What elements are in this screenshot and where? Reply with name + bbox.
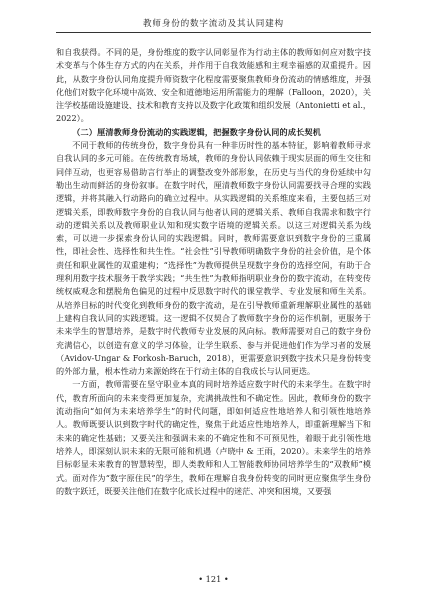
paragraph-1: 和自我获得。不同的是，身份维度的数字认同彰显作为行动主体的教师如何应对数字技术变革与个体生存方式的内在关系，并作用于自我效能感和主观幸福感的双重提升。因此，从数字身份认同角度提升师资数字化程度需要聚焦教师身份流动的情感维度，并强化他们对数字化环境中高效、安全和道德地运用所需能力的理解（Falloon，2020），关注学校基础设施建设、技术和教育支持以及数字化政策和组织发展（Antonietti et al.，2022）。 <box>56 47 371 124</box>
section-heading: （二）厘清教师身份流动的实践逻辑，把握数字身份认同的成长契机 <box>72 126 322 137</box>
paragraph-2: 不同于教师的传统身份，数字身份具有一种非历时性的基本特征，影响着教师寻求自我认同的多元可能。在传统教育场域，教师的身份认同依赖于现实层面的师生交往和同伴互动，也更容易借助言行举止的调整改变外部形象，在历史与当代的身份延续中勾勒出生动而鲜活的身份叙事。在数字时代，厘清教师数字身份认同需要找寻合理的实践逻辑，并将其融入行动路向的确立过程中。从实践逻辑的关系维度来看，主要包括三对逻辑关系，即教师数字身份的自我认同与他者认同的逻辑关系、教师自我需求和数字行动的逻辑关系以及教师职业认知和现实数字语境的逻辑关系。以这三对逻辑关系为线索，可以进一步探索身份认同的实践逻辑。同时，教师需要意识到数字身份的三重属性，即社会性、选择性和共生性。“社会性”引导教师明确数字身份的社会价值，是个体责任和职业属性的双重建构；“选择性”为教师提供呈现数字身份的选择空间，有助于合理利用数字技术服务于教学实践；“共生性”为教师指明职业身份的数字流动，在转变传统权威观念和摆脱角色偏见的过程中反思数字时代的课堂教学、专业发展和师生关系。从培养目标的时代变化到教师身份的数字流动，是在引导教师重新理解职业属性的基础上建构自我认同的实践逻辑。这一逻辑不仅契合了教师数字身份的运作机制，更服务于未来学生的智慧培养，是数字时代教师专业发展的风向标。教师需要对自己的数字身份充满信心，以创造有意义的学习体验，让学生联系、参与并促进他们作为学习者的发展（Avidov-Ungar & Forkosh-Baruch，2018），更需要意识到数字技术只是身份转变的外部力量，根本性动力来源始终在于行动主体的自我成长与认同更迭。 <box>56 140 371 377</box>
body-text <box>56 46 371 498</box>
running-header: 教师身份的数字流动及其认同建构 <box>143 19 284 29</box>
page-number: • 121 • <box>198 574 229 584</box>
header-rule <box>56 32 371 33</box>
paragraph-3: 一方面，教师需要在坚守职业本真的同时培养适应数字时代的未来学生。在数字时代，教育所面向的未来变得更加复杂，充满挑战性和不确定性。因此，教师身份的数字流动指向“如何为未来培养学生”的时代问题，即如何适应性地培养人和引领性地培养人。教师既要认识到数字时代的确定性，聚焦于此适应性地培养人，即重新理解当下和未来的确定性基础；又要关注和强调未来的不确定性和不可预见性，着眼于此引领性地培养人，即深刻认识未来的无限可能和机遇（卢晓中 & 王雨，2020）。未来学生的培养目标彰显未来教育的智慧转型，即人类教师和人工智能教师协同培养学生的“双教师”模式。面对作为“数字原住民”的学生，教师在理解自我身份转变的同时更应聚焦学生身份的数字跃迁，既要关注他们在数字化成长过程中的迷茫、冲突和困境，又要强 <box>56 379 371 496</box>
